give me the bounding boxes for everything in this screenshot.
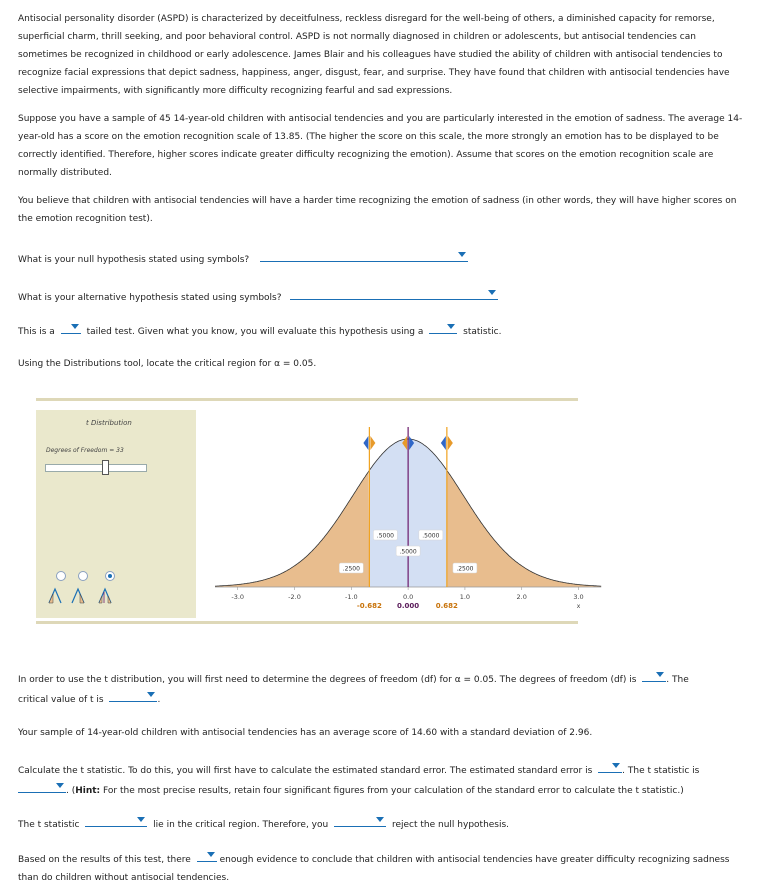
marker-right-value: 0.682 <box>435 602 458 610</box>
critical-value-text: critical value of t is <box>18 695 104 705</box>
chevron-down-icon <box>137 817 145 822</box>
critical-region-row <box>18 814 509 832</box>
tail-pre-text: This is a <box>18 327 55 337</box>
area-label-right-tail: .2500 <box>456 565 474 573</box>
t-post-text: reject the null hypothesis. <box>391 820 510 830</box>
radio-one-tail-left[interactable] <box>56 571 66 581</box>
x-axis-label: x <box>576 603 581 610</box>
null-hypothesis-label: What is your null hypothesis stated using symbols? <box>18 255 250 265</box>
hint-text: For the most precise results, retain four significant figures from your calculation of the standard error to calculate the t statistic.) <box>103 786 684 796</box>
chevron-down-icon <box>612 763 620 768</box>
calc-after-text: . The t statistic is <box>622 766 700 776</box>
reject-decision-dropdown[interactable] <box>334 814 386 827</box>
sample-statement: Your sample of 14-year-old children with antisocial tendencies has an average score of 14.60 with a standard deviation of 2.96. <box>18 728 593 738</box>
dof-after-text: . The <box>666 675 689 685</box>
marker-center-value: 0.000 <box>397 602 420 610</box>
t-mid-text: lie in the critical region. Therefore, you <box>153 820 329 830</box>
stat-post-text: statistic. <box>463 327 502 337</box>
chevron-down-icon <box>147 692 155 697</box>
right-tail-icon[interactable] <box>72 589 84 603</box>
x-tick-label-4: 1.0 <box>459 593 471 601</box>
x-tick-label-5: 2.0 <box>516 593 527 601</box>
t-statistic-dropdown[interactable] <box>18 780 66 793</box>
null-hypothesis-dropdown[interactable] <box>260 249 468 262</box>
dof-slider[interactable] <box>45 464 147 472</box>
left-tail-icon[interactable] <box>49 589 61 603</box>
intro-paragraph-1: Antisocial personality disorder (ASPD) is characterized by deceitfulness, reckless disregard for the well-being of others, a diminished capacity for remorse, superficial charm, thrill seeking, and poor behavioral control. ASPD is not normally diagnosed in children or adolescents, but antisocial tendencies can sometimes be recognized in childhood or early adolescence. James Blair and his colleagues have studied the ability of children with antisocial tendencies to recognize facial expressions that depict sadness, happiness, anger, disgust, fear, and surprise. They have found that children with antisocial tendencies have selective impairments, with significantly more difficulty recognizing fearful and sad expressions. <box>18 14 730 96</box>
radio-two-tail[interactable] <box>105 571 115 581</box>
two-tail-icon[interactable] <box>99 589 111 603</box>
chevron-down-icon <box>458 252 466 257</box>
intro-paragraph-3: You believe that children with antisocial tendencies will have a harder time recognizing the emotion of sadness (in other words, they will have higher scores on the emotion recognition test). <box>18 196 737 224</box>
chevron-down-icon <box>376 817 384 822</box>
x-tick-label-2: -1.0 <box>344 593 358 601</box>
tail-post-text: tailed test. Given what you know, you will evaluate this hypothesis using a <box>86 327 424 337</box>
conclusion-row <box>18 849 743 887</box>
t-pre-text: The t statistic <box>18 820 80 830</box>
x-tick-label-0: -3.0 <box>231 593 245 601</box>
dof-slider-handle[interactable] <box>102 460 109 475</box>
dof-label: Degrees of Freedom = 33 <box>46 447 124 454</box>
area-label-left-mid: .5000 <box>376 532 394 540</box>
null-hypothesis-row <box>18 249 468 267</box>
dof-dropdown[interactable] <box>642 669 666 682</box>
chevron-down-icon <box>56 783 64 788</box>
critical-value-dropdown[interactable] <box>109 689 157 702</box>
t-statistic-question: Calculate the t statistic. To do this, you will first have to calculate the estimated standard error. The estimated standard error is . The t statistic is . (Hint: For the most precise results, retain four significant figures from your calculation of the standard error to calculate the t statistic.) <box>18 760 743 800</box>
radio-one-tail-right[interactable] <box>78 571 88 581</box>
conclusion-pre-text: Based on the results of this test, there <box>18 855 191 865</box>
tool-title: t Distribution <box>86 419 132 427</box>
tail-mode-icons <box>47 586 137 606</box>
x-tick-label-1: -2.0 <box>288 593 301 601</box>
tool-bottom-border <box>36 621 578 624</box>
chevron-down-icon <box>207 852 215 857</box>
critical-region-dropdown[interactable] <box>85 814 147 827</box>
distribution-instruction: Using the Distributions tool, locate the critical region for α = 0.05. <box>18 359 317 369</box>
chevron-down-icon <box>71 324 79 329</box>
area-label-center: .5000 <box>399 548 417 556</box>
intro-paragraph-2: Suppose you have a sample of 45 14-year-old children with antisocial tendencies and you are particularly interested in the emotion of sadness. The average 14-year-old has a score on the emotion recognition scale of 13.85. (The higher the score on this scale, the more strongly an emotion has to be displayed to be correctly identified. Therefore, higher scores indicate greater difficulty recognizing the emotion). Assume that scores on the emotion recognition scale are normally distributed. <box>18 114 743 178</box>
chevron-down-icon <box>656 672 664 677</box>
chevron-down-icon <box>488 290 496 295</box>
test-type-row <box>18 321 501 339</box>
dof-question: In order to use the t distribution, you will first need to determine the degrees of freedom (df) for α = 0.05. The degrees of freedom (df) is . The critical value of t is . <box>18 669 743 709</box>
x-tick-label-6: 3.0 <box>573 593 584 601</box>
x-tick-label-3: 0.0 <box>402 593 414 601</box>
calc-text: Calculate the t statistic. To do this, you will first have to calculate the estimated standard error. The estimated standard error is <box>18 766 593 776</box>
alt-hypothesis-label: What is your alternative hypothesis stated using symbols? <box>18 293 282 303</box>
chevron-down-icon <box>447 324 455 329</box>
marker-left-value: -0.682 <box>356 602 382 610</box>
area-label-right-mid: .5000 <box>422 532 440 540</box>
alt-hypothesis-dropdown[interactable] <box>290 287 498 300</box>
tail-type-dropdown[interactable] <box>61 321 81 334</box>
evidence-dropdown[interactable] <box>197 849 217 862</box>
alt-hypothesis-row <box>18 287 498 305</box>
conclusion-post-text: enough evidence to conclude that children with antisocial tendencies have greater difficulty recognizing sadness than do children without antisocial tendencies. <box>18 855 730 883</box>
t-distribution-chart <box>196 401 584 621</box>
dof-text: In order to use the t distribution, you will first need to determine the degrees of freedom (df) for α = 0.05. The degrees of freedom (df) is <box>18 675 637 685</box>
area-label-left-tail: .2500 <box>342 565 360 573</box>
statistic-type-dropdown[interactable] <box>429 321 457 334</box>
hint-label: Hint: <box>75 786 101 796</box>
standard-error-dropdown[interactable] <box>598 760 622 773</box>
